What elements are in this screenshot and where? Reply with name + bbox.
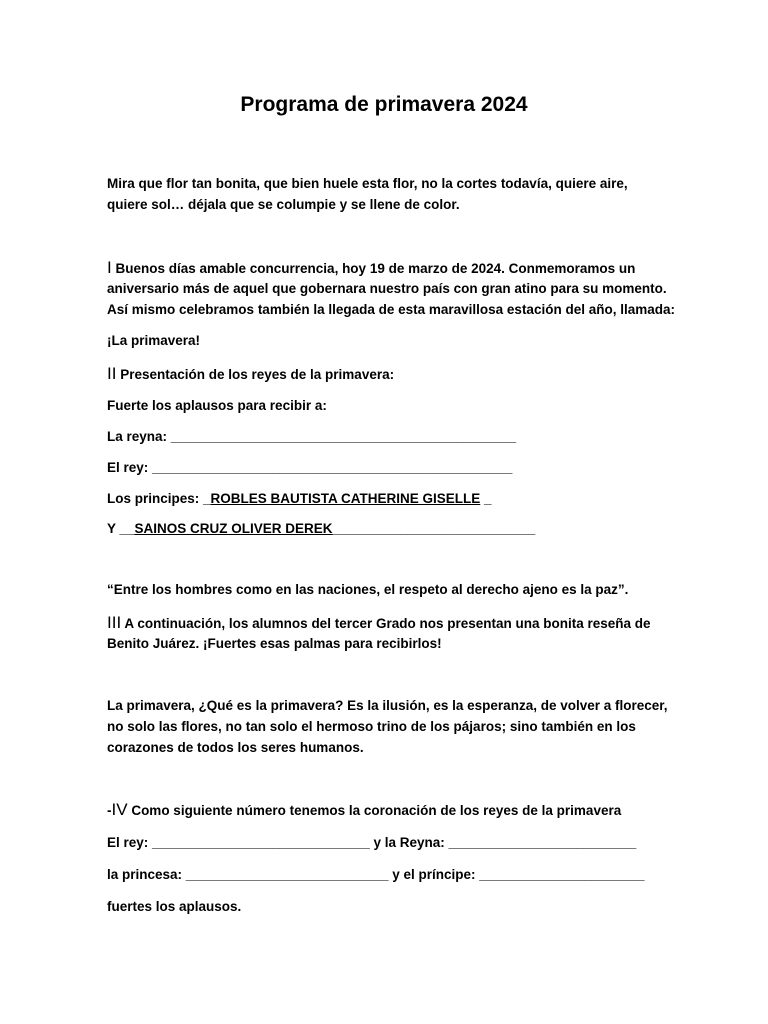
rey-line: El rey: ________________________________________________ — [107, 460, 513, 475]
y-name: SAINOS CRUZ OLIVER DEREK — [134, 521, 333, 536]
section-4-numeral: IV — [111, 800, 128, 819]
reyna-line: La reyna: ______________________________________________ — [107, 429, 517, 444]
principes-line — [107, 489, 667, 510]
principes-name: ROBLES BAUTISTA CATHERINE GISELLE — [210, 491, 481, 506]
intro-line-2: quiere sol… déjala que se columpie y se llene de color. — [107, 197, 460, 212]
principes-label: Los principes: _ — [107, 491, 211, 506]
intro-line-1: Mira que flor tan bonita, que bien huele esta flor, no la cortes todavía, quiere aire, — [107, 176, 628, 191]
primavera-paragraph-line-1: La primavera, ¿Qué es la primavera? Es la ilusión, es la esperanza, de volver a florecer, — [107, 698, 668, 713]
section-1-text: Buenos días amable concurrencia, hoy 19 de marzo de 2024. Conmemoramos un — [111, 261, 636, 276]
coronacion-rey-line: El rey: _____________________________ y la Reyna: _________________________ — [107, 835, 637, 850]
section-2-heading — [107, 364, 667, 386]
primavera-exclaim: ¡La primavera! — [107, 333, 201, 348]
section-1-numeral: I — [107, 258, 112, 277]
primavera-paragraph-line-2: no solo las flores, no tan solo el hermoso trino de los pájaros; sino también en los — [107, 719, 636, 734]
page-title: Programa de primavera 2024 — [240, 93, 528, 116]
section-3-line-1 — [107, 613, 667, 635]
principes-tail: _ — [480, 491, 492, 506]
section-1-line-2: aniversario más de aquel que gobernara nuestro país con gran atino para su momento. — [107, 281, 667, 296]
section-3-numeral: III — [107, 613, 122, 632]
section-2-text: Presentación de los reyes de la primavera: — [116, 367, 395, 382]
cierre-line: fuertes los aplausos. — [107, 899, 242, 914]
section-1-line-3: Así mismo celebramos también la llegada de esta maravillosa estación del año, llamada: — [107, 302, 675, 317]
section-3-line-2: Benito Juárez. ¡Fuertes esas palmas para recibirlos! — [107, 636, 442, 651]
coronacion-princesa-line: la princesa: ___________________________ y el príncipe: ______________________ — [107, 867, 645, 882]
section-4-prefix: - — [107, 803, 112, 818]
y-tail: ___________________________ — [332, 521, 536, 536]
section-4-text: Como siguiente número tenemos la coronación de los reyes de la primavera — [127, 803, 622, 818]
section-2-numeral: II — [107, 364, 117, 383]
aplausos-line: Fuerte los aplausos para recibir a: — [107, 398, 327, 413]
section-4-heading — [107, 800, 667, 822]
section-3-text: A continuación, los alumnos del tercer Grado nos presentan una bonita reseña de — [121, 616, 651, 631]
primavera-paragraph-line-3: corazones de todos los seres humanos. — [107, 740, 364, 755]
y-line — [107, 519, 667, 540]
y-lead: Y __ — [107, 521, 135, 536]
section-1-line-1 — [107, 258, 667, 280]
quote: “Entre los hombres como en las naciones, el respeto al derecho ajeno es la paz”. — [107, 582, 629, 597]
